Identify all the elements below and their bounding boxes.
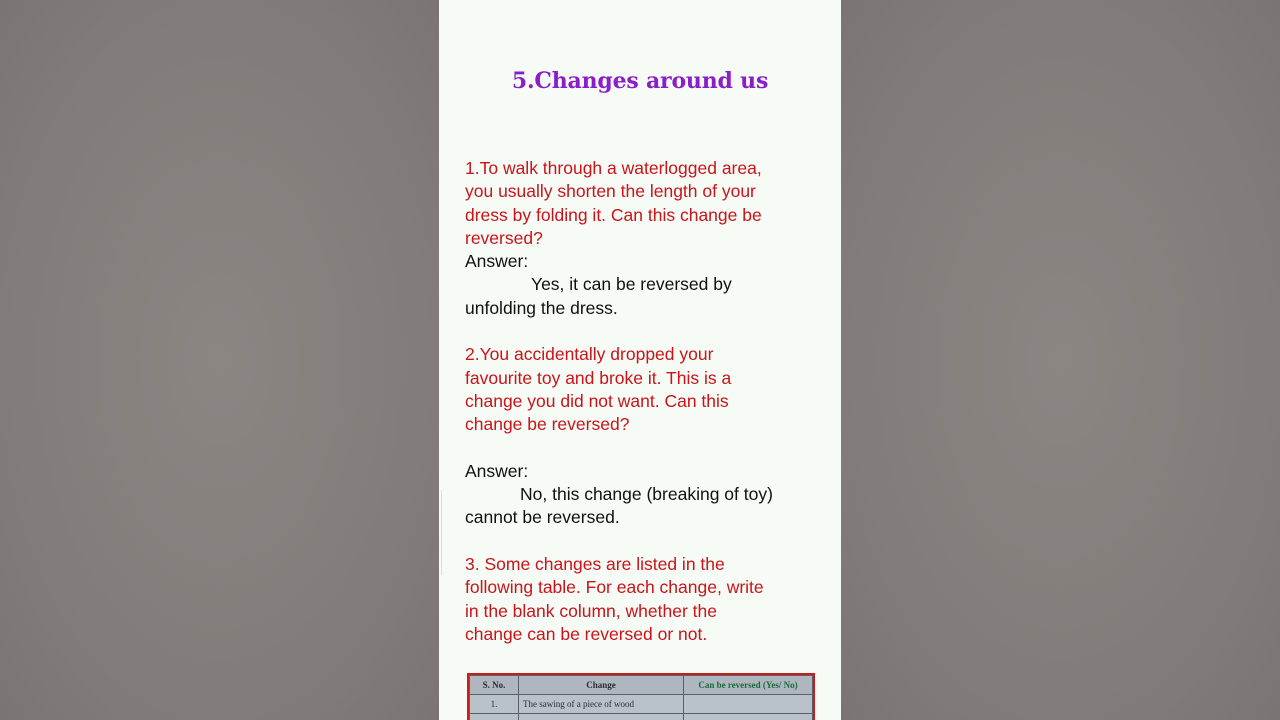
table-row — [470, 714, 813, 720]
table-header-sno: S. No. — [470, 676, 519, 695]
question-3: 3. Some changes are listed in the following table. For each change, write in the blank column, whether the change can be reversed or not. — [465, 554, 764, 644]
page-title: 5.Changes around us — [511, 68, 769, 94]
table-header-reversed: Can be reversed (Yes/ No) — [684, 676, 813, 695]
answer-1-line-2: unfolding the dress. — [465, 297, 618, 318]
answer-1-label: Answer: — [465, 251, 529, 272]
table-cell-sno: 1. — [470, 695, 519, 714]
background-left — [0, 0, 439, 720]
document-page — [439, 0, 841, 720]
table-cell-change: The sawing of a piece of wood — [519, 695, 684, 714]
answer-1-line-1: Yes, it can be reversed by — [531, 274, 732, 295]
changes-table-image — [467, 673, 815, 720]
answer-2-label: Answer: — [465, 460, 529, 481]
content — [465, 157, 825, 646]
table-cell-reversed — [684, 695, 813, 714]
background-right — [841, 0, 1280, 720]
table-header-change: Change — [519, 676, 684, 695]
table-row — [470, 695, 813, 714]
question-1: 1.To walk through a waterlogged area, you usually shorten the length of your dress by folding it. Can this change be reversed? — [465, 158, 762, 248]
answer-2-line-2: cannot be reversed. — [465, 507, 620, 528]
answer-2-line-1: No, this change (breaking of toy) — [520, 484, 773, 505]
separator-line — [441, 490, 442, 575]
question-2: 2.You accidentally dropped your favourite toy and broke it. This is a change you did not want. Can this change be reversed? — [465, 344, 732, 435]
changes-table — [469, 675, 813, 720]
